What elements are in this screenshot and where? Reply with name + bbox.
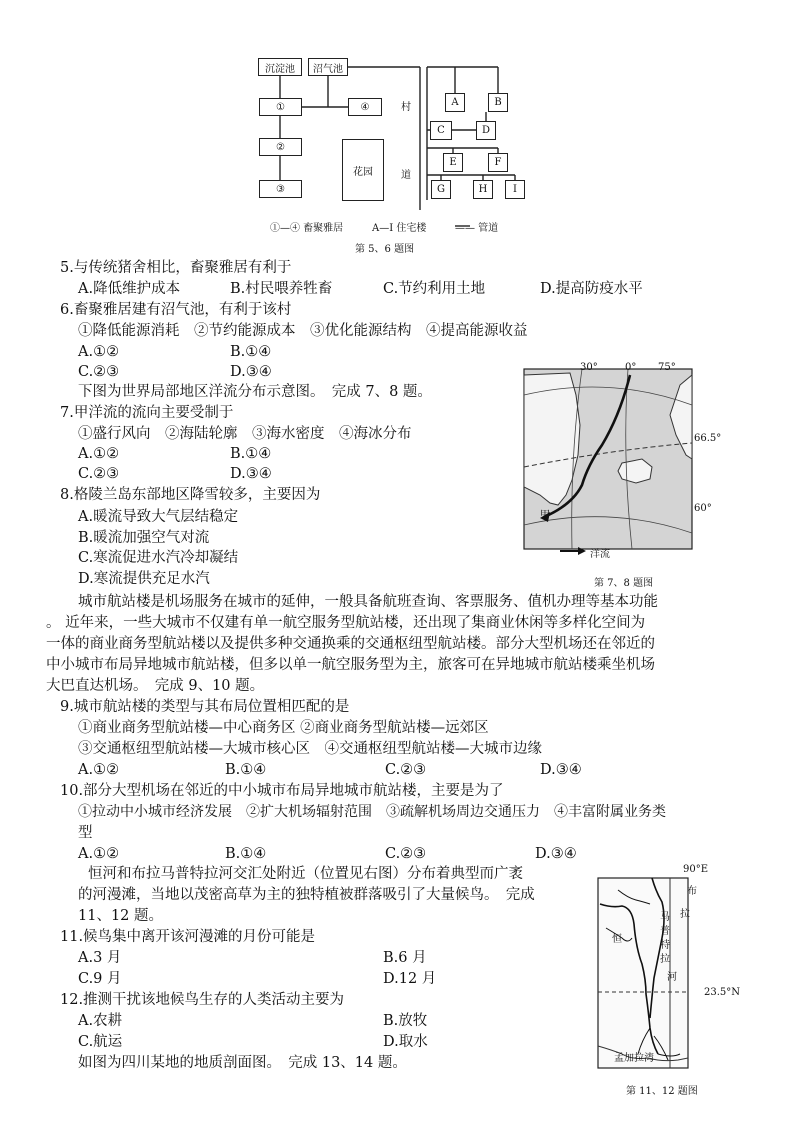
- livestock-building-2: ②: [259, 138, 302, 156]
- question-6-option-c: C.②③: [78, 364, 120, 380]
- map1112-river-char-4: 拉: [660, 954, 670, 965]
- question-12-option-c: C.航运: [78, 1034, 123, 1050]
- question-8-option-d: D.寒流提供充足水汽: [78, 571, 210, 587]
- figure-caption-7-8: 第 7、8 题图: [594, 578, 654, 589]
- question-5-option-b: B.村民喂养牲畜: [230, 281, 333, 297]
- question-11-option-c: C.9 月: [78, 971, 122, 987]
- residence-i: I: [505, 180, 525, 199]
- question-12-option-b: B.放牧: [383, 1013, 428, 1029]
- question-10-stem: 10.部分大型机场在邻近的中小城市布局异地城市航站楼，主要是为了: [60, 783, 504, 799]
- map1112-river-char-3: 特: [660, 940, 670, 951]
- map1112-river-char-2: 普: [660, 926, 670, 937]
- map1112-river-char-1: 马: [660, 912, 670, 923]
- question-9-option-a: A.①②: [78, 762, 120, 778]
- question-5-stem: 5.与传统猪舍相比，畜聚雅居有利于: [60, 260, 292, 276]
- question-11-option-b: B.6 月: [383, 950, 427, 966]
- residence-a: A: [445, 93, 465, 112]
- question-12-option-d: D.取水: [383, 1034, 428, 1050]
- ocean-current-map: [510, 355, 710, 575]
- village-road-char-1: 村: [401, 102, 411, 113]
- passage-11-12-line-1: 恒河和布拉马普特拉河交汇处附近（位置见右图）分布着典型而广袤: [88, 866, 523, 882]
- legend-pipe: —— 管道: [455, 223, 499, 234]
- question-7-option-c: C.②③: [78, 466, 120, 482]
- question-9-items-line-2: ③交通枢纽型航站楼—大城市核心区 ④交通枢纽型航站楼—大城市边缘: [78, 741, 542, 757]
- question-5-option-c: C.节约利用土地: [383, 281, 486, 297]
- question-11-stem: 11.候鸟集中离开该河漫滩的月份可能是: [60, 929, 316, 945]
- village-road-char-2: 道: [401, 170, 411, 181]
- question-10-option-c: C.②③: [385, 846, 427, 862]
- passage-9-10-line-2: 。 近年来，一些大城市不仅建有单一航空服务型航站楼，还出现了集商业休闲等多样化空间为: [46, 615, 646, 631]
- question-7-option-a: A.①②: [78, 446, 120, 462]
- question-7-items: ①盛行风向 ②海陆轮廓 ③海水密度 ④海冰分布: [78, 426, 412, 442]
- question-7-option-d: D.③④: [230, 466, 272, 482]
- livestock-building-1: ①: [259, 98, 302, 116]
- passage-9-10-line-4: 中小城市布局异地城市航站楼，但多以单一航空服务型为主，旅客可在异地城市航站楼乘坐机场: [46, 657, 655, 673]
- question-9-option-c: C.②③: [385, 762, 427, 778]
- residence-b: B: [488, 93, 508, 112]
- map78-lon-0: 0°: [625, 362, 637, 373]
- intro-13-14: 如图为四川某地的地质剖面图。 完成 13、14 题。: [78, 1055, 407, 1071]
- question-12-option-a: A.农耕: [78, 1013, 123, 1029]
- residence-g: G: [431, 180, 451, 199]
- question-5-option-d: D.提高防疫水平: [540, 281, 643, 297]
- residence-e: E: [443, 153, 463, 172]
- question-11-option-d: D.12 月: [383, 971, 437, 987]
- map1112-brahmaputra-la: 拉: [680, 909, 690, 920]
- question-12-stem: 12.推测干扰该地候鸟生存的人类活动主要为: [60, 992, 345, 1008]
- passage-9-10-line-5: 大巴直达机场。 完成 9、10 题。: [46, 678, 265, 694]
- figure-caption-11-12: 第 11、12 题图: [626, 1086, 698, 1097]
- question-10-items-line-1: ①拉动中小城市经济发展 ②扩大机场辐射范围 ③疏解机场周边交通压力 ④丰富附属业务类: [78, 804, 666, 820]
- question-6-stem: 6.畜聚雅居建有沼气池，有利于该村: [60, 302, 292, 318]
- passage-9-10-line-1: 城市航站楼是机场服务在城市的延伸，一般具备航班查询、客票服务、值机办理等基本功能: [78, 594, 658, 610]
- residence-c: C: [430, 121, 452, 140]
- question-8-stem: 8.格陵兰岛东部地区降雪较多，主要因为: [60, 487, 321, 503]
- map1112-brahmaputra-bu: 布: [687, 886, 697, 897]
- question-10-items-line-2: 型: [78, 825, 93, 841]
- river-map: [592, 868, 712, 1078]
- residence-f: F: [488, 153, 508, 172]
- question-9-stem: 9.城市航站楼的类型与其布局位置相匹配的是: [60, 699, 350, 715]
- map78-legend-current: 洋流: [590, 549, 610, 560]
- question-6-option-a: A.①②: [78, 344, 120, 360]
- question-8-option-b: B.暖流加强空气对流: [78, 530, 210, 546]
- question-10-option-b: B.①④: [225, 846, 267, 862]
- biogas-tank-box: 沼气池: [308, 58, 348, 76]
- legend-residence: A—I 住宅楼: [372, 223, 427, 234]
- question-9-option-d: D.③④: [540, 762, 582, 778]
- map78-lat-60: 60°: [694, 503, 712, 514]
- question-9-option-b: B.①④: [225, 762, 267, 778]
- question-6-option-b: B.①④: [230, 344, 272, 360]
- figure-caption-5-6: 第 5、6 题图: [355, 244, 415, 255]
- map1112-lon-90e: 90°E: [683, 864, 709, 875]
- legend-livestock: ①—④ 畜聚雅居: [270, 223, 344, 234]
- map78-lat-66: 66.5°: [694, 433, 722, 444]
- garden-box: 花园: [342, 139, 384, 201]
- map1112-river-he: 河: [667, 972, 677, 983]
- question-10-option-a: A.①②: [78, 846, 120, 862]
- question-9-items-line-1: ①商业商务型航站楼—中心商务区 ②商业商务型航站楼—远郊区: [78, 720, 489, 736]
- map78-lon-30: 30°: [580, 362, 598, 373]
- question-5-option-a: A.降低维护成本: [78, 281, 181, 297]
- sedimentation-tank-box: 沉淀池: [258, 58, 302, 76]
- map1112-bay-label: 孟加拉湾: [614, 1053, 654, 1064]
- map1112-lat-23n: 23.5°N: [704, 987, 741, 998]
- question-11-option-a: A.3 月: [78, 950, 122, 966]
- passage-11-12-line-3: 11、12 题。: [78, 908, 164, 924]
- passage-11-12-line-2: 的河漫滩，当地以茂密高草为主的独特植被群落吸引了大量候鸟。 完成: [78, 887, 535, 903]
- intro-7-8: 下图为世界局部地区洋流分布示意图。 完成 7、8 题。: [78, 384, 432, 400]
- question-6-items: ①降低能源消耗 ②节约能源成本 ③优化能源结构 ④提高能源收益: [78, 323, 528, 339]
- question-6-option-d: D.③④: [230, 364, 272, 380]
- livestock-building-4: ④: [348, 98, 382, 116]
- passage-9-10-line-3: 一体的商业商务型航站楼以及提供多种交通换乘的交通枢纽型航站楼。部分大型机场还在邻近的: [46, 636, 655, 652]
- map1112-ganges-label: 恒: [612, 934, 622, 945]
- question-7-option-b: B.①④: [230, 446, 272, 462]
- map78-lon-75: 75°: [658, 362, 676, 373]
- question-7-stem: 7.甲洋流的流向主要受制于: [60, 405, 234, 421]
- question-8-option-a: A.暖流导致大气层结稳定: [78, 509, 239, 525]
- residence-d: D: [476, 121, 496, 140]
- question-10-option-d: D.③④: [535, 846, 577, 862]
- livestock-building-3: ③: [259, 180, 302, 198]
- question-8-option-c: C.寒流促进水汽冷却凝结: [78, 550, 239, 566]
- residence-h: H: [473, 180, 493, 199]
- map78-current-jia: 甲: [540, 510, 550, 521]
